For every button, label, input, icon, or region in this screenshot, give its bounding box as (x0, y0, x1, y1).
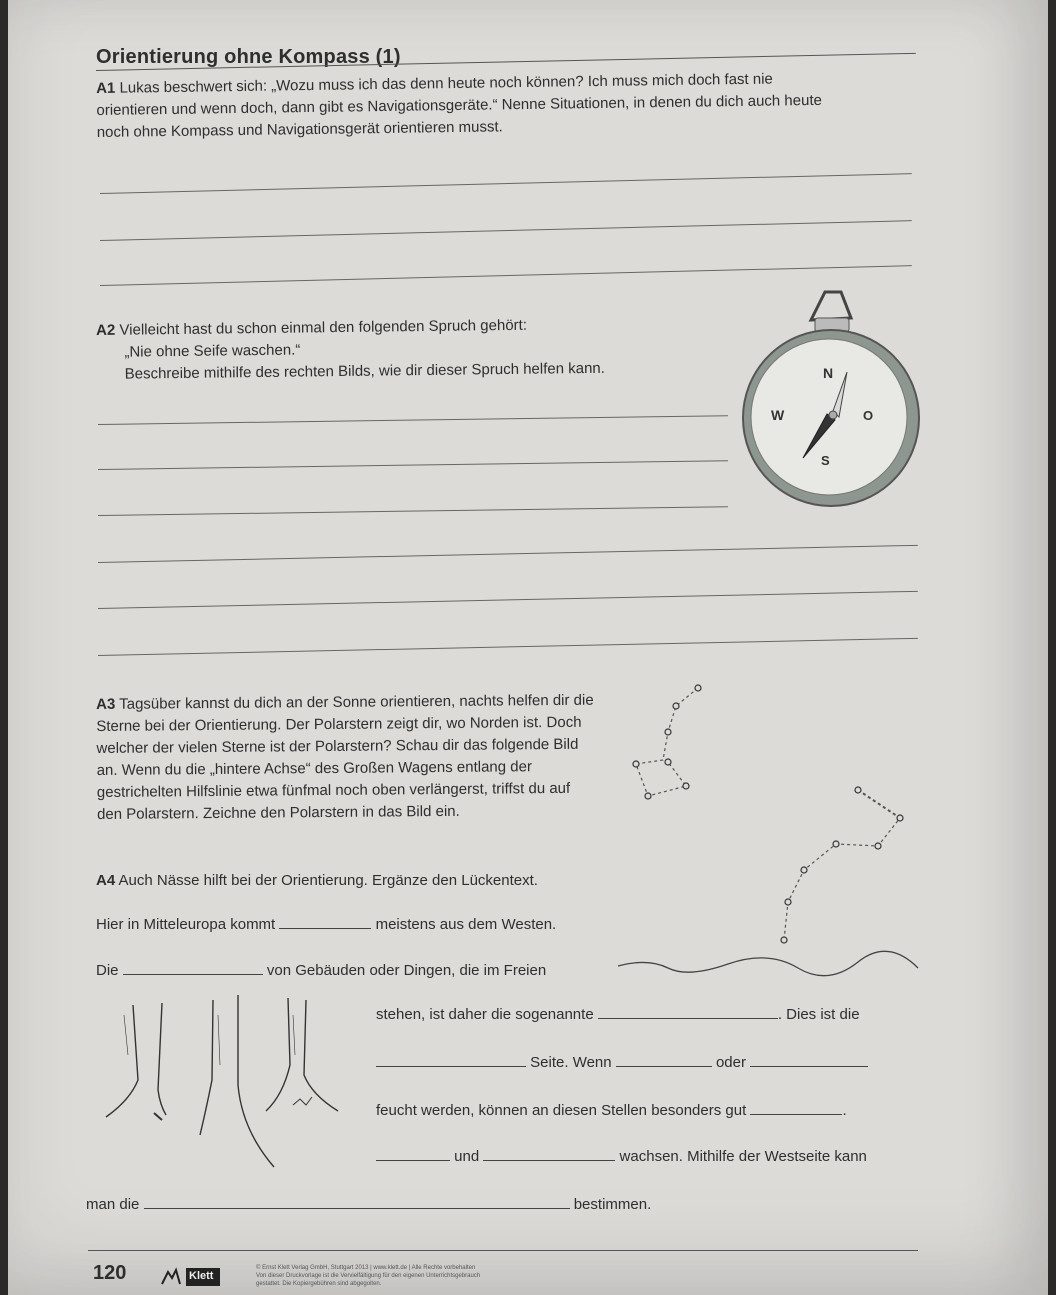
gap-text: . Dies ist die (777, 1006, 860, 1023)
gap-text: bestimmen. (573, 1196, 652, 1213)
task-a3-text: Tagsüber kannst du dich an der Sonne orientieren, nachts helfen dir die Sterne bei der Orientierung. Der Polarstern zeigt dir, wo Norden ist. Doch welcher der vielen Sterne ist der Polarstern? Schau dir das folgende Bild an. Wenn du die „hintere Achse“ des Großen Wagens entlang der gestrichelten Hilfslinie etwa fünfmal noch oben verlängerst, triffst du auf den Polarstern. Zeichne den Polarstern in das Bild ein. (96, 691, 594, 823)
answer-line-a1-2[interactable] (100, 220, 912, 241)
gap-text-line-6 (376, 1146, 867, 1168)
answer-line-a2-5[interactable] (98, 591, 918, 609)
gap-text-line-3 (376, 1004, 860, 1026)
worksheet-page (8, 0, 1048, 1295)
copyright-line: © Ernst Klett Verlag GmbH, Stuttgart 2013 | www.klett.de | Alle Rechte vorbehalten (256, 1265, 476, 1271)
copyright-line: Von dieser Druckvorlage ist die Vervielfältigung für den eigenen Unterrichtsgebrauch (256, 1273, 481, 1279)
star (673, 703, 679, 709)
gap-text-line-1 (96, 914, 556, 936)
task-a2-instruction: Beschreibe mithilfe des rechten Bilds, wie dir dieser Spruch helfen kann. (124, 359, 605, 383)
star (855, 787, 861, 793)
answer-line-a1-1[interactable] (100, 173, 912, 194)
star (875, 843, 881, 849)
klett-brand-text: Klett (189, 1270, 214, 1282)
copyright-line: gestattet. Die Kopiergebühren sind abgegolten. (256, 1281, 382, 1287)
footer-rule (88, 1250, 918, 1251)
task-a4-label: A4 (96, 872, 116, 889)
gap-field[interactable] (750, 1100, 842, 1115)
task-a1-label: A1 (96, 79, 116, 97)
task-a3 (96, 690, 597, 826)
gap-text: und (454, 1148, 480, 1165)
gap-field[interactable] (144, 1194, 570, 1209)
gap-text: oder (715, 1054, 746, 1071)
tree-trunk-middle (200, 1000, 213, 1135)
compass-label-n: N (823, 365, 834, 381)
gap-text-line-7 (86, 1194, 651, 1216)
gap-field[interactable] (750, 1052, 868, 1067)
task-a2-quote: „Nie ohne Seife waschen.“ (124, 341, 301, 361)
star-chart-illustration (608, 678, 928, 978)
gap-field[interactable] (376, 1146, 450, 1161)
tree-trunk-right (266, 998, 290, 1111)
star (645, 793, 651, 799)
constellation-big-dipper (784, 790, 900, 940)
gap-text: von Gebäuden oder Dingen, die im Freien (266, 962, 547, 979)
gap-field[interactable] (279, 914, 371, 929)
gap-text: Seite. Wenn (530, 1054, 612, 1071)
gap-text: Hier in Mitteleuropa kommt (96, 916, 276, 933)
gap-text: . (842, 1102, 847, 1119)
answer-line-a2-2[interactable] (98, 460, 728, 470)
star (781, 937, 787, 943)
answer-line-a2-4[interactable] (98, 545, 918, 563)
task-a4-text: Auch Nässe hilft bei der Orientierung. Ergänze den Lückentext. (118, 872, 538, 889)
gap-text: wachsen. Mithilfe der Westseite kann (619, 1148, 867, 1165)
task-a3-label: A3 (96, 695, 116, 713)
star (833, 841, 839, 847)
gap-text: stehen, ist daher die sogenannte (376, 1006, 594, 1023)
compass-label-w: W (771, 407, 785, 423)
star (785, 899, 791, 905)
star (665, 759, 671, 765)
compass-label-o: O (863, 408, 874, 423)
gap-text-line-2 (96, 960, 546, 982)
star (897, 815, 903, 821)
tree-trunk-left (106, 1005, 138, 1117)
gap-field[interactable] (123, 960, 263, 975)
constellation-small (636, 688, 698, 796)
page-title: Orientierung ohne Kompass (1) (96, 46, 401, 68)
task-a2 (96, 312, 717, 386)
klett-logo (158, 1266, 238, 1288)
task-a2-text: Vielleicht hast du schon einmal den folgenden Spruch gehört: (119, 316, 528, 339)
gap-field[interactable] (616, 1052, 712, 1067)
compass-label-s: S (821, 453, 830, 468)
star (801, 867, 807, 873)
task-a1-text: Lukas beschwert sich: „Wozu muss ich das denn heute noch können? Ich muss mich doch fast nie orientieren und wenn doch, dann gibt es Navigationsgeräte.“ Nenne Situationen, in denen du dich auch heute noch ohne Kompass und Navigationsgerät orientieren musst. (96, 70, 823, 141)
star (683, 783, 689, 789)
task-a1 (96, 68, 827, 144)
copyright-notice (256, 1264, 596, 1288)
gap-text-line-4 (376, 1052, 868, 1074)
task-a2-label: A2 (96, 321, 116, 339)
gap-field[interactable] (483, 1146, 615, 1161)
page-number: 120 (93, 1262, 127, 1284)
star (695, 685, 701, 691)
star (633, 761, 639, 767)
star (665, 729, 671, 735)
horizon-line (618, 951, 918, 975)
gap-text-line-5 (376, 1100, 847, 1122)
answer-line-a2-6[interactable] (98, 638, 918, 656)
gap-text: man die (86, 1196, 140, 1213)
gap-field[interactable] (376, 1052, 526, 1067)
gap-text: feucht werden, können an diesen Stellen besonders gut (376, 1102, 747, 1119)
answer-line-a2-1[interactable] (98, 415, 728, 425)
compass-illustration (733, 280, 933, 510)
answer-line-a2-3[interactable] (98, 506, 728, 516)
gap-field[interactable] (598, 1004, 778, 1019)
task-a4 (96, 870, 616, 892)
gap-text: Die (96, 962, 119, 979)
tree-trunks-illustration (88, 995, 358, 1175)
gap-text: meistens aus dem Westen. (375, 916, 557, 933)
